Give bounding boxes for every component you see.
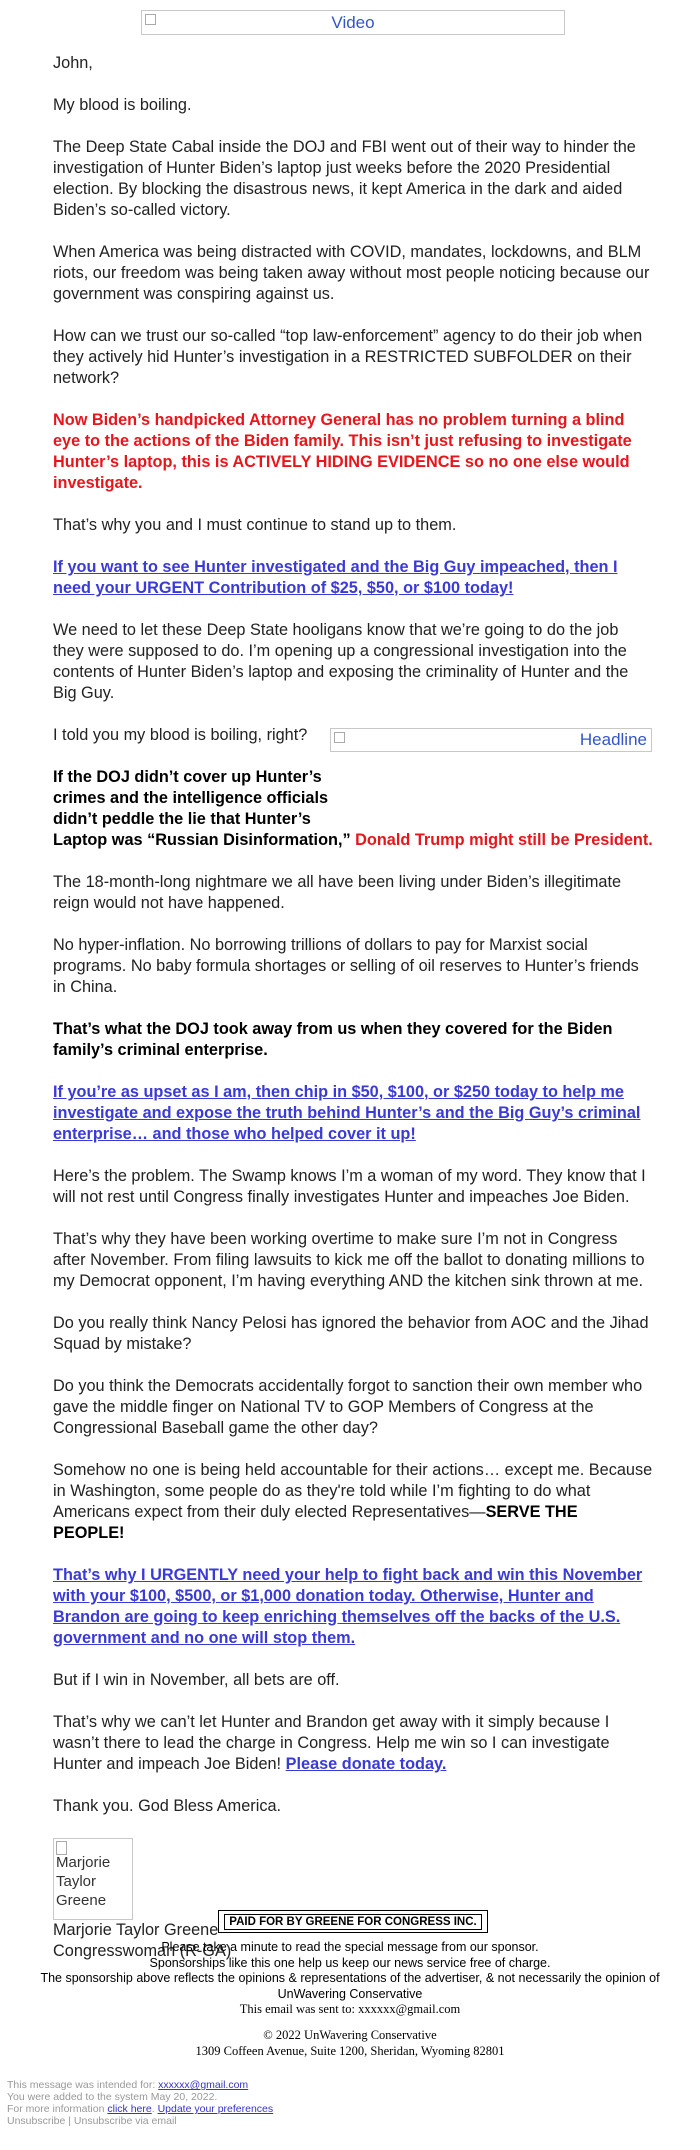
intended-email-link[interactable]: xxxxxx@gmail.com xyxy=(158,2079,249,2091)
email-body xyxy=(53,53,653,1962)
paragraph: That’s why they have been working overtime to make sure I’m not in Congress after November. From filing lawsuits to kick me off the ballot to donating millions to my Democrat opponent, I’m having everything AND the kitchen sink thrown at me. xyxy=(53,1230,645,1290)
address: 1309 Coffeen Avenue, Suite 1200, Sheridan, Wyoming 82801 xyxy=(195,2044,505,2058)
donate-link-3[interactable]: That’s why I URGENTLY need your help to fight back and win this November with your $100, $500, or $1,000 donation today. Otherwise, Hunter and Brandon are going to keep enriching themselves off the backs of the U.S. government and no one will stop them. xyxy=(53,1566,643,1647)
headline-image-alt: Headline xyxy=(579,730,647,749)
paragraph: The Deep State Cabal inside the DOJ and FBI went out of their way to hinder the investigation of Hunter Biden’s laptop just weeks before the 2020 Presidential election. By blocking the disastrous news, it kept America in the dark and aided Biden’s so-called victory. xyxy=(53,138,636,219)
greeting: John, xyxy=(53,54,93,72)
paragraph xyxy=(53,1712,653,1775)
sponsor-line: Sponsorships like this one help us keep our news service free of charge. xyxy=(149,1955,551,1970)
signature-image-alt: Marjorie Taylor Greene xyxy=(56,1854,111,1909)
paid-for-box xyxy=(218,1910,488,1933)
broken-image-icon xyxy=(145,14,156,25)
sent-to-line: This email was sent to: xxxxxx@gmail.com xyxy=(239,2002,461,2016)
intended-line xyxy=(7,2079,273,2091)
paragraph: The 18-month-long nightmare we all have been living under Biden’s illegitimate reign would not have happened. xyxy=(53,873,622,912)
unsubscribe-line[interactable]: Unsubscribe | Unsubscribe via email xyxy=(7,2115,177,2127)
paragraph: Here’s the problem. The Swamp knows I’m a woman of my word. They know that I will not rest until Congress finally investigates Hunter and impeaches Joe Biden. xyxy=(53,1167,646,1206)
paragraph xyxy=(53,767,653,851)
more-info-line: For more information click here. Update your preferences xyxy=(7,2103,274,2115)
paragraph: No hyper-inflation. No borrowing trillions of dollars to pay for Marxist social programs. No baby formula shortages or selling of oil reserves to Hunter’s friends in China. xyxy=(53,936,639,996)
bold-text: SERVE THE PEOPLE! xyxy=(53,1503,578,1542)
paragraph: How can we trust our so-called “top law-enforcement” agency to do their job when they actively hid Hunter’s investigation in a RESTRICTED SUBFOLDER on their network? xyxy=(53,327,643,387)
video-image-alt: Video xyxy=(331,12,375,32)
broken-image-icon xyxy=(334,732,345,743)
paragraph: When America was being distracted with COVID, mandates, lockdowns, and BLM riots, our freedom was being taken away without most people noticing because our government was conspiring against us. xyxy=(53,243,650,303)
donate-today-link[interactable]: Please donate today. xyxy=(285,1755,447,1773)
donate-link-2[interactable]: If you’re as upset as I am, then chip in $50, $100, or $250 today to help me investigate and expose the truth behind Hunter’s and the Big Guy’s criminal enterprise… and those who helped cover it up! xyxy=(53,1083,641,1143)
paragraph: We need to let these Deep State hooligans know that we’re going to do the job they were supposed to do. I’m opening up a congressional investigation into the contents of Hunter Biden’s laptop and exposing the criminality of Hunter and the Big Guy. xyxy=(53,621,629,702)
paragraph xyxy=(53,1460,653,1544)
more-prefix: For more information xyxy=(7,2103,105,2115)
signature-image xyxy=(53,1838,133,1920)
signature-name: Marjorie Taylor Greene xyxy=(53,1921,219,1939)
headline-float-spacer xyxy=(331,767,653,811)
bold-text: If the DOJ didn’t cover up Hunter’s crimes and the intelligence officials didn’t peddle the lie that Hunter’s Laptop was “Russian Disinformation,” xyxy=(53,768,351,849)
paragraph: I told you my blood is boiling, right? xyxy=(53,726,308,744)
added-line: You were added to the system May 20, 2022. xyxy=(7,2091,218,2103)
broken-image-icon xyxy=(56,1841,67,1855)
paragraph-text: That’s why we can’t let Hunter and Brandon get away with it simply because I wasn’t there to lead the charge in Congress. Help me win so I can investigate Hunter and impeach Joe Biden! xyxy=(53,1713,610,1773)
copyright: © 2022 UnWavering Conservative xyxy=(263,2028,437,2042)
paragraph: Thank you. God Bless America. xyxy=(53,1797,282,1815)
headline-image[interactable] xyxy=(330,728,652,752)
paragraph: My blood is boiling. xyxy=(53,96,192,114)
update-preferences-link[interactable]: Update your preferences xyxy=(157,2103,274,2115)
email-meta xyxy=(7,2079,273,2127)
red-text: Donald Trump might still be President. xyxy=(355,831,653,849)
paragraph: Do you really think Nancy Pelosi has ignored the behavior from AOC and the Jihad Squad by mistake? xyxy=(53,1314,649,1353)
sponsor-line: The sponsorship above reflects the opinions & representations of the advertiser, & not necessarily the opinion of UnWavering Conservative xyxy=(40,1971,660,2001)
red-emphasis-paragraph: Now Biden’s handpicked Attorney General has no problem turning a blind eye to the actions of the Biden family. This isn’t just refusing to investigate Hunter’s laptop, this is ACTIVELY HIDING EVIDENCE so no one else would investigate. xyxy=(53,411,632,492)
signature-title: Congresswoman (R-GA) xyxy=(53,1942,232,1960)
bold-paragraph: That’s what the DOJ took away from us when they covered for the Biden family’s criminal enterprise. xyxy=(53,1020,613,1059)
footer xyxy=(0,2027,700,2059)
sponsor-line: Please take a minute to read the special message from our sponsor. xyxy=(161,1940,539,1954)
intended-prefix: This message was intended for: xyxy=(7,2079,156,2091)
video-image[interactable] xyxy=(141,10,565,35)
sponsor-notice xyxy=(20,1940,680,2018)
donate-link-1[interactable]: If you want to see Hunter investigated and the Big Guy impeached, then I need your URGENT Contribution of $25, $50, or $100 today! xyxy=(53,558,618,597)
paid-for-label: PAID FOR BY GREENE FOR CONGRESS INC. xyxy=(224,1914,482,1930)
paragraph-text: Somehow no one is being held accountable for their actions… except me. Because in Washington, some people do as they're told while I’m fighting to do what Americans expect from their duly elected Representatives— xyxy=(53,1461,653,1521)
paragraph: But if I win in November, all bets are off. xyxy=(53,1671,340,1689)
paragraph: That’s why you and I must continue to stand up to them. xyxy=(53,516,457,534)
click-here-link[interactable]: click here xyxy=(107,2103,152,2115)
paragraph: Do you think the Democrats accidentally forgot to sanction their own member who gave the middle finger on National TV to GOP Members of Congress at the Congressional Baseball game the other day? xyxy=(53,1377,643,1437)
